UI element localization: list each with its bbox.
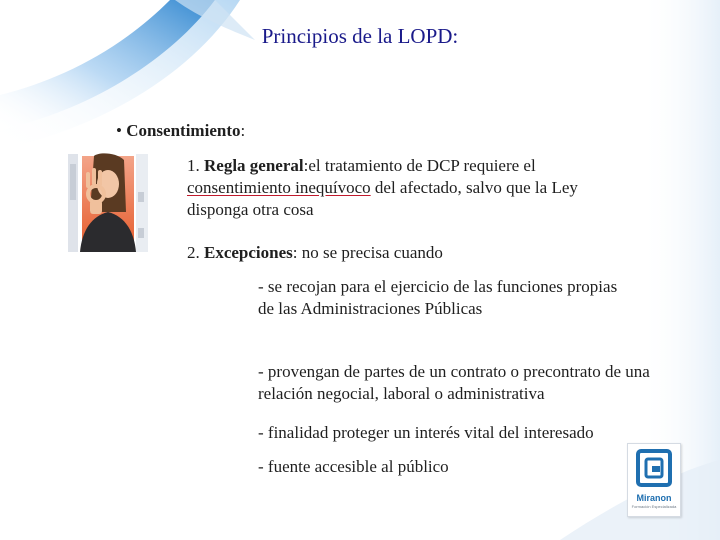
slide-title: Principios de la LOPD: (261, 24, 459, 48)
bullet-marker: • (116, 121, 122, 140)
bullet-label: Consentimiento (126, 121, 241, 140)
exceptions-paragraph (187, 242, 632, 264)
exception-item: - se recojan para el ejercicio de las funciones propias de las Administraciones Públicas (258, 277, 618, 318)
woman-ok-gesture-photo (66, 152, 148, 254)
exception-item: - provengan de partes de un contrato o precontrato de una relación negocial, laboral o administrativa (258, 362, 650, 403)
bullet-consentimiento (116, 121, 245, 141)
point1-underlined: consentimiento inequívoco (187, 178, 371, 197)
point1-prefix: 1. (187, 156, 204, 175)
point1-text-b: del afectado, salvo que la Ley disponga otra cosa (187, 178, 578, 219)
point1-label: Regla general (204, 156, 304, 175)
exception-item: - finalidad proteger un interés vital del interesado (258, 423, 594, 442)
point1-text-a: :el tratamiento de DCP requiere el (303, 156, 536, 175)
logo-name: Miranon (636, 493, 672, 503)
logo-tagline: Formación Especializada (631, 504, 677, 509)
exception-item: - fuente accesible al público (258, 457, 449, 476)
miranon-logo-icon (628, 444, 680, 494)
rule-general-paragraph (187, 155, 632, 221)
miranon-logo (627, 443, 681, 517)
bullet-suffix: : (240, 121, 246, 140)
point2-text: : no se precisa cuando (292, 243, 443, 262)
point2-prefix: 2. (187, 243, 204, 262)
point2-label: Excepciones (204, 243, 293, 262)
